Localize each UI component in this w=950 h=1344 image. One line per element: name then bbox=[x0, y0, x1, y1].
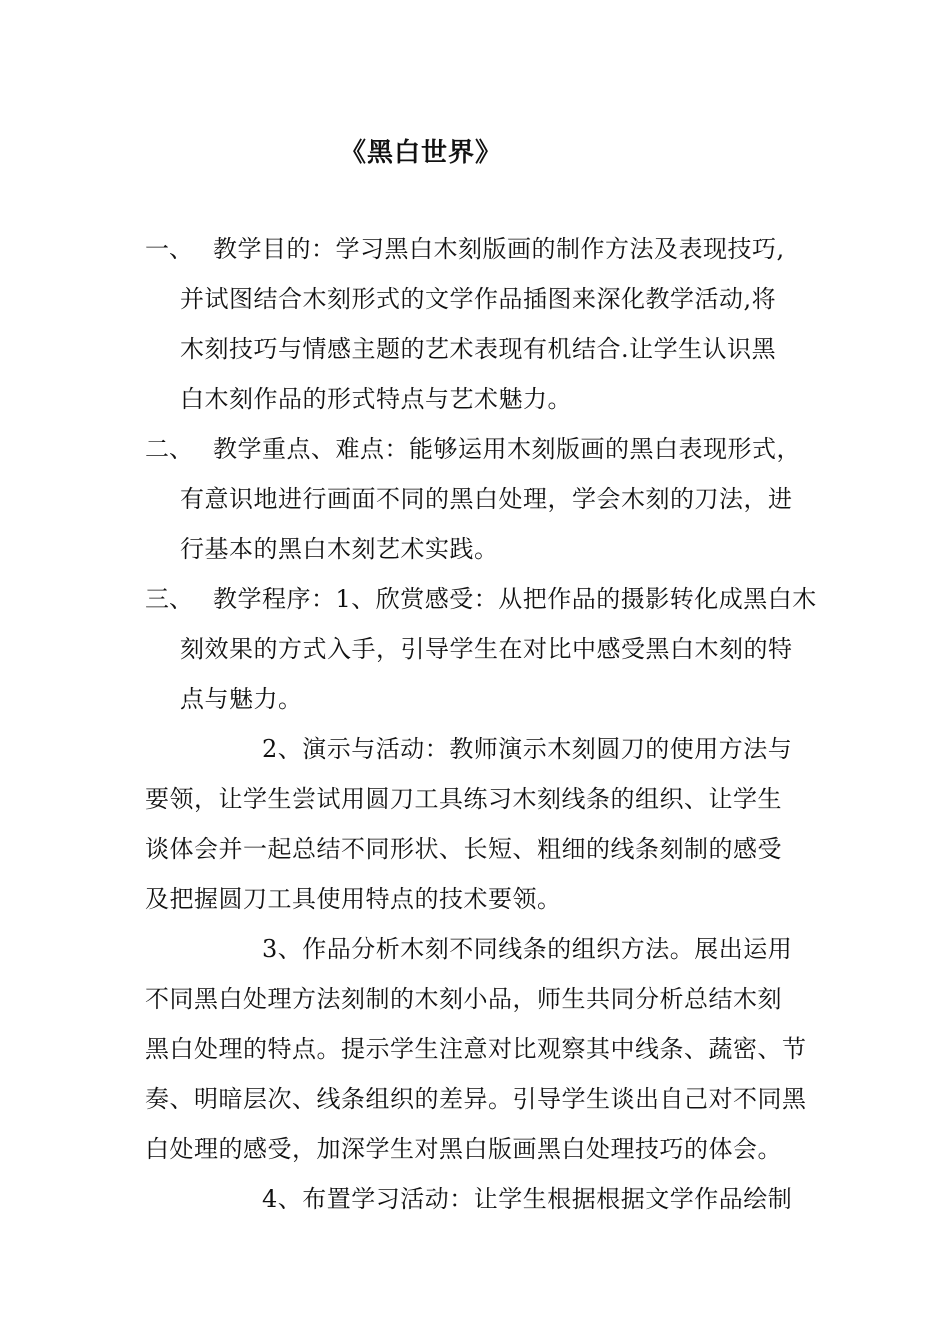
section-1-line-1: 教学目的：学习黑白木刻版画的制作方法及表现技巧, bbox=[213, 235, 785, 263]
paragraph-2-line-1: 2、演示与活动：教师演示木刻圆刀的使用方法与 bbox=[262, 735, 793, 763]
section-1-line-3: 木刻技巧与情感主题的艺术表现有机结合.让学生认识黑 bbox=[180, 335, 777, 363]
section-3-line-3: 点与魅力。 bbox=[180, 685, 303, 713]
paragraph-2-line-3: 谈体会并一起总结不同形状、长短、粗细的线条刻制的感受 bbox=[145, 835, 782, 863]
paragraph-4-line-1: 4、布置学习活动：让学生根据根据文学作品绘制 bbox=[262, 1185, 793, 1213]
section-3-line-1: 教学程序：1、欣赏感受：从把作品的摄影转化成黑白木 bbox=[213, 585, 817, 613]
section-2-number: 二、 bbox=[145, 435, 193, 463]
section-2-line-1: 教学重点、难点：能够运用木刻版画的黑白表现形式， bbox=[213, 435, 801, 463]
section-1-line-4: 白木刻作品的形式特点与艺术魅力。 bbox=[180, 385, 572, 413]
document-title: 《黑白世界》 bbox=[340, 138, 503, 168]
paragraph-3-line-1: 3、作品分析木刻不同线条的组织方法。展出运用 bbox=[262, 935, 793, 963]
section-2-line-2: 有意识地进行画面不同的黑白处理，学会木刻的刀法，进 bbox=[180, 485, 793, 513]
paragraph-2-line-2: 要领，让学生尝试用圆刀工具练习木刻线条的组织、让学生 bbox=[145, 785, 782, 813]
section-3-line-2: 刻效果的方式入手，引导学生在对比中感受黑白木刻的特 bbox=[180, 635, 793, 663]
paragraph-3-line-3: 黑白处理的特点。提示学生注意对比观察其中线条、蔬密、节 bbox=[145, 1035, 807, 1063]
section-2-line-3: 行基本的黑白木刻艺术实践。 bbox=[180, 535, 499, 563]
section-1-line-2: 并试图结合木刻形式的文学作品插图来深化教学活动,将 bbox=[180, 285, 777, 313]
paragraph-2-line-4: 及把握圆刀工具使用特点的技术要领。 bbox=[145, 885, 562, 913]
section-3-number: 三、 bbox=[145, 585, 193, 613]
paragraph-3-line-2: 不同黑白处理方法刻制的木刻小品，师生共同分析总结木刻 bbox=[145, 985, 782, 1013]
paragraph-3-line-5: 白处理的感受，加深学生对黑白版画黑白处理技巧的体会。 bbox=[145, 1135, 782, 1163]
section-1-number: 一、 bbox=[145, 235, 193, 263]
paragraph-3-line-4: 奏、明暗层次、线条组织的差异。引导学生谈出自己对不同黑 bbox=[145, 1085, 807, 1113]
